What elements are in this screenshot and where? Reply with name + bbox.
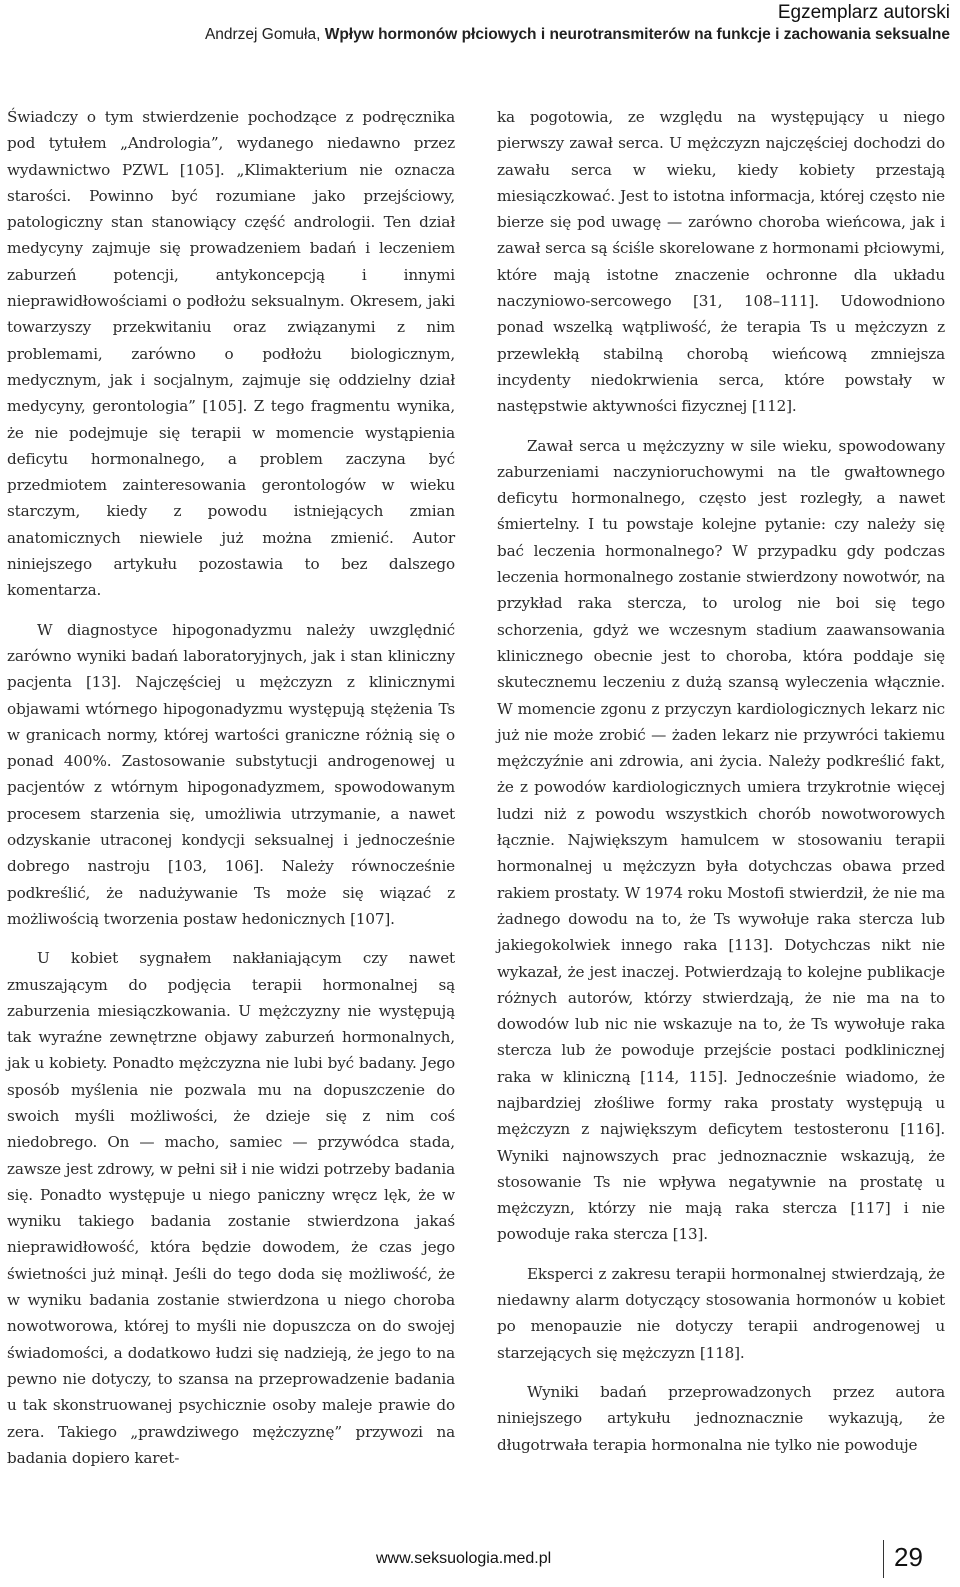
footer-url: www.seksuologia.med.pl [376, 1550, 552, 1567]
right-paragraph-4: Wyniki badań przeprowadzonych przez autora niniejszego artykułu jednoznacznie wykazują, że długotrwała terapia hormonalna nie tylko nie powoduje [497, 1382, 945, 1454]
left-column [7, 104, 455, 1484]
right-paragraph-3: Eksperci z zakresu terapii hormonalnej stwierdzają, że niedawny alarm dotyczący stosowania hormonów u kobiet po menopauzie nie dotyczy terapii androgenowej u starzejących się mężczyzn [118]. [497, 1264, 945, 1362]
page-number: 29 [894, 1542, 923, 1572]
header-article-title: Wpływ hormonów płciowych i neurotransmiterów na funkcje i zachowania seksualne [324, 26, 950, 43]
right-paragraph-1: ka pogotowia, ze względu na występujący u niego pierwszy zawał serca. U mężczyzn najczęściej dochodzi do zawału serca w wieku, kiedy kobiety przestają miesiączkować. Jest to istotna informacja, której często nie bierze się pod uwagę — zarówno choroba wieńcowa, jak i zawał serca są ściśle skorelowane z hormonami płciowymi, które mają istotne znaczenie ochronne dla układu naczyniowo-sercowego [31, 108–111]. Udowodniono ponad wszelką wątpliwość, że terapia Ts u mężczyzn z przewlekłą stabilną chorobą wieńcową zmniejsza incydenty niedokrwienia serca, które powstały w następstwie aktywności fizycznej [112]. [497, 108, 945, 416]
header-title: Egzemplarz autorski [777, 2, 950, 23]
header-subtitle [10, 25, 950, 45]
right-paragraph-2: Zawał serca u mężczyzny w sile wieku, spowodowany zaburzeniami naczynioruchowymi na tle gwałtownego deficytu hormonalnego, często jest rozległy, a nawet śmiertelny. I tu powstaje kolejne pytanie: czy należy się bać leczenia hormonalnego? W przypadku gdy podczas leczenia hormonalnego zostanie stwierdzony nowotwór, na przykład raka stercza, to urolog nie boi się tego schorzenia, gdyż we wczesnym stadium zaawansowania klinicznego obecnie jest to choroba, która poddaje się skutecznemu leczeniu z dużą szansą wyleczenia włącznie. W momencie zgonu z przyczyn kardiologicznych lekarz nic już nie może zrobić — żaden lekarz nie przywróci takiemu mężczyźnie ani zdrowia, ani życia. Należy podkreślić fakt, że z powodów kardiologicznych umiera trzykrotnie więcej ludzi niż z powodu wszystkich chorób nowotworowych łącznie. Największym hamulcem w stosowaniu terapii hormonalnej u mężczyzn była dotychczas obawa przed rakiem prostaty. W 1974 roku Mostofi stwierdził, że nie ma żadnego dowodu na to, że Ts wywołuje raka stercza lub jakiegokolwiek innego raka [113]. Dotychczas nikt nie wykazał, że jest inaczej. Potwierdzają to kolejne publikacje różnych autorów, którzy stwierdzają, że nie ma na to dowodów lub nic nie wskazuje na to, że Ts wywołuje raka stercza lub że powoduje przejście postaci podklinicznej raka w kliniczną [114, 115]. Jednocześnie wiadomo, że najbardziej złośliwe formy raka prostaty występują u mężczyzn z największym deficytem testosteronu [116]. Wyniki najnowszych prac jednoznacznie wskazują, że stosowanie Ts nie wpływa negatywnie na prostatę u mężczyzn, którzy nie mają raka stercza [117] i nie powoduje raka stercza [13]. [497, 436, 945, 1244]
footer-divider [883, 1540, 884, 1578]
header-author: Andrzej Gomuła, [204, 26, 325, 43]
left-paragraph-2: W diagnostyce hipogonadyzmu należy uwzględnić zarówno wyniki badań laboratoryjnych, jak i stan kliniczny pacjenta [13]. Najczęściej u mężczyzn z klinicznymi objawami wtórnego hipogonadyzmu występują stężenia Ts w granicach normy, której wartości graniczne różnią się o ponad 400%. Zastosowanie substytucji androgenowej u pacjentów z wtórnym hipogonadyzmem, spowodowanym procesem starzenia się, umożliwia utrzymanie, a nawet odzyskanie utraconej kondycji seksualnej i jednocześnie dobrego nastroju [103, 106]. Należy równocześnie podkreślić, że nadużywanie Ts może się wiązać z możliwością tworzenia postaw hedonicznych [107]. [7, 620, 455, 928]
left-paragraph-1: Świadczy o tym stwierdzenie pochodzące z podręcznika pod tytułem „Andrologia”, wydanego niedawno przez wydawnictwo PZWL [105]. „Klimakterium nie oznacza starości. Powinno być rozumiane jako przejściowy, patologiczny stan stanowiący część andrologii. Ten dział medycyny zajmuje się prowadzeniem badań i leczeniem zaburzeń potencji, antykoncepcją i innymi nieprawidłowościami o podłożu seksualnym. Okresem, jaki towarzyszy przekwitaniu oraz związanymi z nim problemami, zarówno o podłożu biologicznym, medycznym, jak i socjalnym, zajmuje się oddzielny dział medycyny, gerontologia” [105]. Z tego fragmentu wynika, że nie podejmuje się terapii w momencie wystąpienia deficytu hormonalnego, a problem zaczyna być przedmiotem zainteresowania gerontologów w wieku starczym, kiedy z powodu istniejących zmian anatomicznych niewiele już można zmienić. Autor niniejszego artykułu pozostawia to bez dalszego komentarza. [7, 108, 455, 600]
right-column [497, 104, 945, 1471]
left-paragraph-3: U kobiet sygnałem nakłaniającym czy nawet zmuszającym do podjęcia terapii hormonalnej są zaburzenia miesiączkowania. U mężczyzny nie występują tak wyraźne zewnętrzne objawy zaburzeń hormonalnych, jak u kobiety. Ponadto mężczyzna nie lubi być badany. Jego sposób myślenia nie pozwala mu na dopuszczenie do swoich myśli możliwości, że dzieje się z nim coś niedobrego. On — macho, samiec — przywódca stada, zawsze jest zdrowy, w pełni sił i nie widzi potrzeby badania się. Ponadto występuje u niego paniczny wręcz lęk, że w wyniku takiego badania zostanie stwierdzona jakaś nieprawidłowość, która będzie dowodem, że czas jego świetności już minął. Jeśli do tego doda się możliwość, że w wyniku badania zostanie stwierdzona u niego choroba nowotworowa, której to myśli nie dopuszcza on do swojej świadomości, a dodatkowo łudzi się nadzieją, że jego to na pewno nie dotyczy, to szansa na przeprowadzenie badania u tak skonstruowanej psychicznie osoby maleje prawie do zera. Takiego „prawdziwego mężczyznę” przywozi na badania dopiero karet- [7, 949, 455, 1467]
page-header [10, 0, 950, 45]
